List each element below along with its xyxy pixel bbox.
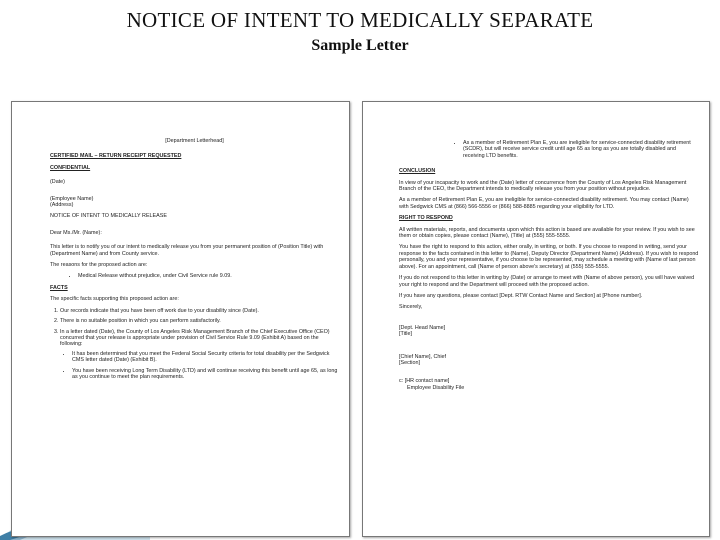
reason-item: • Medical Release without prejudice, under Civil Service rule 9.09. [78,273,339,279]
fact-item-text: In a letter dated (Date), the County of Los Angeles Risk Management Branch of the Chief Executive Office (CEO) concurred that your release is appropriate under provision of Civil Service Rule 9.09 (Exhibit A) based on the following: [60,328,330,348]
cc-block [399,378,699,391]
signature-name: [Dept. Head Name] [399,324,446,331]
respond-paragraph: You have the right to respond to this action, either orally, in writing, or both. If you choose to respond in writing, send your response to the facts contained in this letter to (Name), Deputy Director (Department Name) (Address). If you wish to respond personally, you and your representative, if you choose to be represented, may schedule a meeting with (Name of last person above). For an appointment, call (Name of person above's secretary) at (555) 555-5555. [399,244,699,270]
intro-paragraph: This letter is to notify you of our intent to medically release you from your permanent position of (Position Title) with (Department Name) and from County service. [50,244,324,257]
respond-paragraph: All written materials, reports, and documents upon which this action is based are available for your review. If you wish to see them or obtain copies, please contact (Name), (Title) at (555) 555-5555. [399,226,695,240]
fact-sub-bullet: • You have been receiving Long Term Disability (LTD) and will continue receiving this benefit until age 65, as long as you continue to meet the plan requirements. [72,368,339,381]
conclusion-paragraph: As a member of Retirement Plan E, you are ineligible for service-connected disability retirement. You may contact (Name) with Sedgwick CMS at (866) 566-5556 or (866) 588-8885 regarding your eligibility for LTD. [399,197,689,210]
address-field: (Address) [50,202,74,209]
fact-sub-bullets [60,351,339,381]
facts-heading: FACTS [50,284,68,291]
certified-mail-line: CERTIFIED MAIL – RETURN RECEIPT REQUESTED [50,153,182,160]
respond-paragraph: If you have any questions, please contact [Dept. RTW Contact Name and Section] at [Phone number]. [399,292,643,299]
confidential-label: CONFIDENTIAL [50,164,91,171]
respond-paragraph: If you do not respond to this letter in writing by (Date) or arrange to meet with (Name of above person), you will have waived your right to respond and the Department will proceed with the proposed action. [399,275,695,288]
signature-title: [Title] [399,331,412,338]
letter-subject: NOTICE OF INTENT TO MEDICALLY RELEASE [50,213,167,220]
salutation: Dear Ms./Mr. (Name): [50,229,102,236]
signature-block-2 [399,354,699,367]
top-bullet-list [399,140,699,159]
signature-block-1 [399,325,699,338]
employee-name-field: (Employee Name) [50,195,94,202]
slide-title: NOTICE OF INTENT TO MEDICALLY SEPARATE [126,8,594,32]
signature-name: [Chief Name], Chief [399,353,447,360]
conclusion-paragraph: In view of your incapacity to work and the (Date) letter of concurrence from the County of Los Angeles Risk Management Branch of the CEO, the Department intends to medically release you from your position without prejudice. [399,179,687,193]
cc-line: Employee Disability File [407,384,465,391]
letter-page-1 [11,101,350,537]
cc-line: c: [HR contact name] [399,378,450,385]
fact-item: 2. There is no suitable position in which you can perform satisfactorily. [60,318,339,324]
closing: Sincerely, [399,304,423,311]
letter-page-2 [362,101,710,537]
reasons-intro: The reasons for the proposed action are: [50,262,148,269]
top-bullet: • As a member of Retirement Plan E, you are ineligible for service-connected disability retirement (SCDR), but will receive service credit until age 65 as long as you are totally disabled and receiving LTD benefits. [463,140,699,159]
date-field: (Date) [50,179,65,186]
fact-item: 1. Our records indicate that you have been off work due to your disability since (Date). [60,308,339,314]
facts-intro: The specific facts supporting this proposed action are: [50,296,179,303]
letterhead: [Department Letterhead] [165,138,224,144]
signature-title: [Section] [399,359,420,366]
right-to-respond-heading: RIGHT TO RESPOND [399,215,453,222]
reasons-list [50,273,339,279]
fact-sub-bullet: • It has been determined that you meet the Federal Social Security criteria for total disability per the Sedgwick CMS letter dated (Date) (Exhibit B). [72,351,339,364]
slide-subtitle: Sample Letter [311,37,409,54]
fact-item [60,329,339,381]
conclusion-heading: CONCLUSION [399,168,436,175]
facts-list [50,308,339,381]
